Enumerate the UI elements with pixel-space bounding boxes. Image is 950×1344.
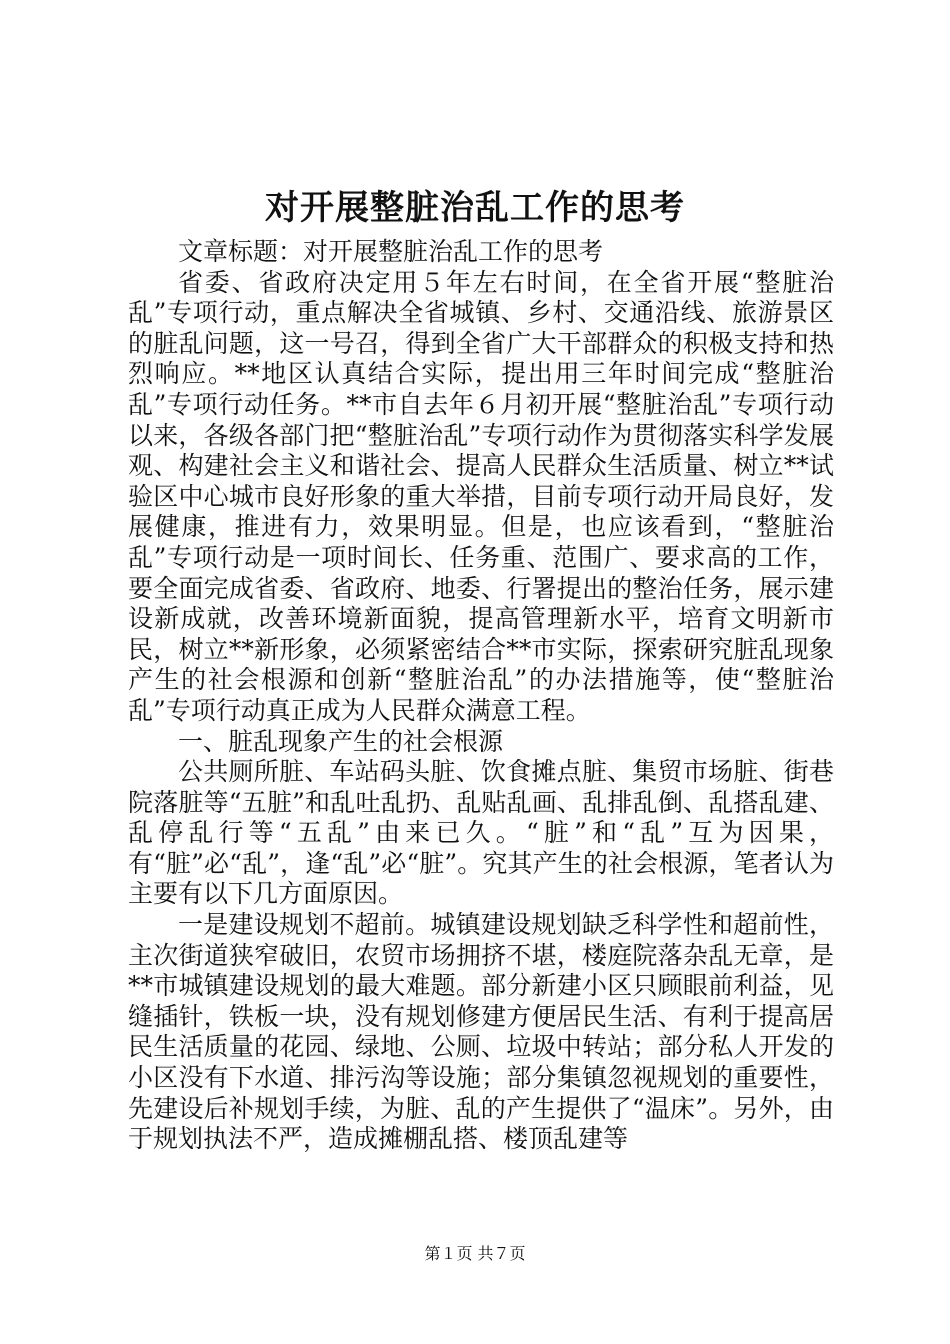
- document-body: [128, 237, 834, 1155]
- section-heading: 一、脏乱现象产生的社会根源: [178, 726, 504, 756]
- document-title: 对开展整脏治乱工作的思考: [265, 188, 685, 228]
- point-one-paragraph: 一是建设规划不超前。城镇建设规划缺乏科学性和超前性，主次街道狭窄破旧，农贸市场拥挤不堪，楼庭院落杂乱无章，是**市城镇建设规划的最大难题。部分新建小区只顾眼前利益，见缝插针，铁板一块，没有规划修建方便居民生活、有利于提高居民生活质量的花园、绿地、公厕、垃圾中转站；部分私人开发的小区没有下水道、排污沟等设施；部分集镇忽视规划的重要性，先建设后补规划手续，为脏、乱的产生提供了“温床”。另外，由于规划执法不严，造成摊棚乱搭、楼顶乱建等: [128, 910, 834, 1154]
- intro-paragraph: 省委、省政府决定用５年左右时间，在全省开展“整脏治乱”专项行动，重点解决全省城镇、乡村、交通沿线、旅游景区的脏乱问题，这一号召，得到全省广大干部群众的积极支持和热烈响应。**地区认真结合实际，提出用三年时间完成“整脏治乱”专项行动任务。**市自去年６月初开展“整脏治乱”专项行动以来，各级各部门把“整脏治乱”专项行动作为贯彻落实科学发展观、构建社会主义和谐社会、提高人民群众生活质量、树立**试验区中心城市良好形象的重大举措，目前专项行动开局良好，发展健康，推进有力，效果明显。但是，也应该看到，“整脏治乱”专项行动是一项时间长、任务重、范围广、要求高的工作，要全面完成省委、省政府、地委、行署提出的整治任务，展示建设新成就，改善环境新面貌，提高管理新水平，培育文明新市民，树立**新形象，必须紧密结合**市实际，探索研究脏乱现象产生的社会根源和创新“整脏治乱”的办法措施等，使“整脏治乱”专项行动真正成为人民群众满意工程。: [128, 267, 834, 725]
- page-footer: 第１页 共７页: [424, 1244, 526, 1263]
- section-paragraph: 公共厕所脏、车站码头脏、饮食摊点脏、集贸市场脏、街巷院落脏等“五脏”和乱吐乱扔、乱贴乱画、乱排乱倒、乱搭乱建、乱停乱行等“五乱”由来已久。“脏”和“乱”互为因果，有“脏”必“乱”，逢“乱”必“脏”。究其产生的社会根源，笔者认为主要有以下几方面原因。: [128, 757, 834, 909]
- article-title-line: 文章标题：对开展整脏治乱工作的思考: [178, 237, 604, 266]
